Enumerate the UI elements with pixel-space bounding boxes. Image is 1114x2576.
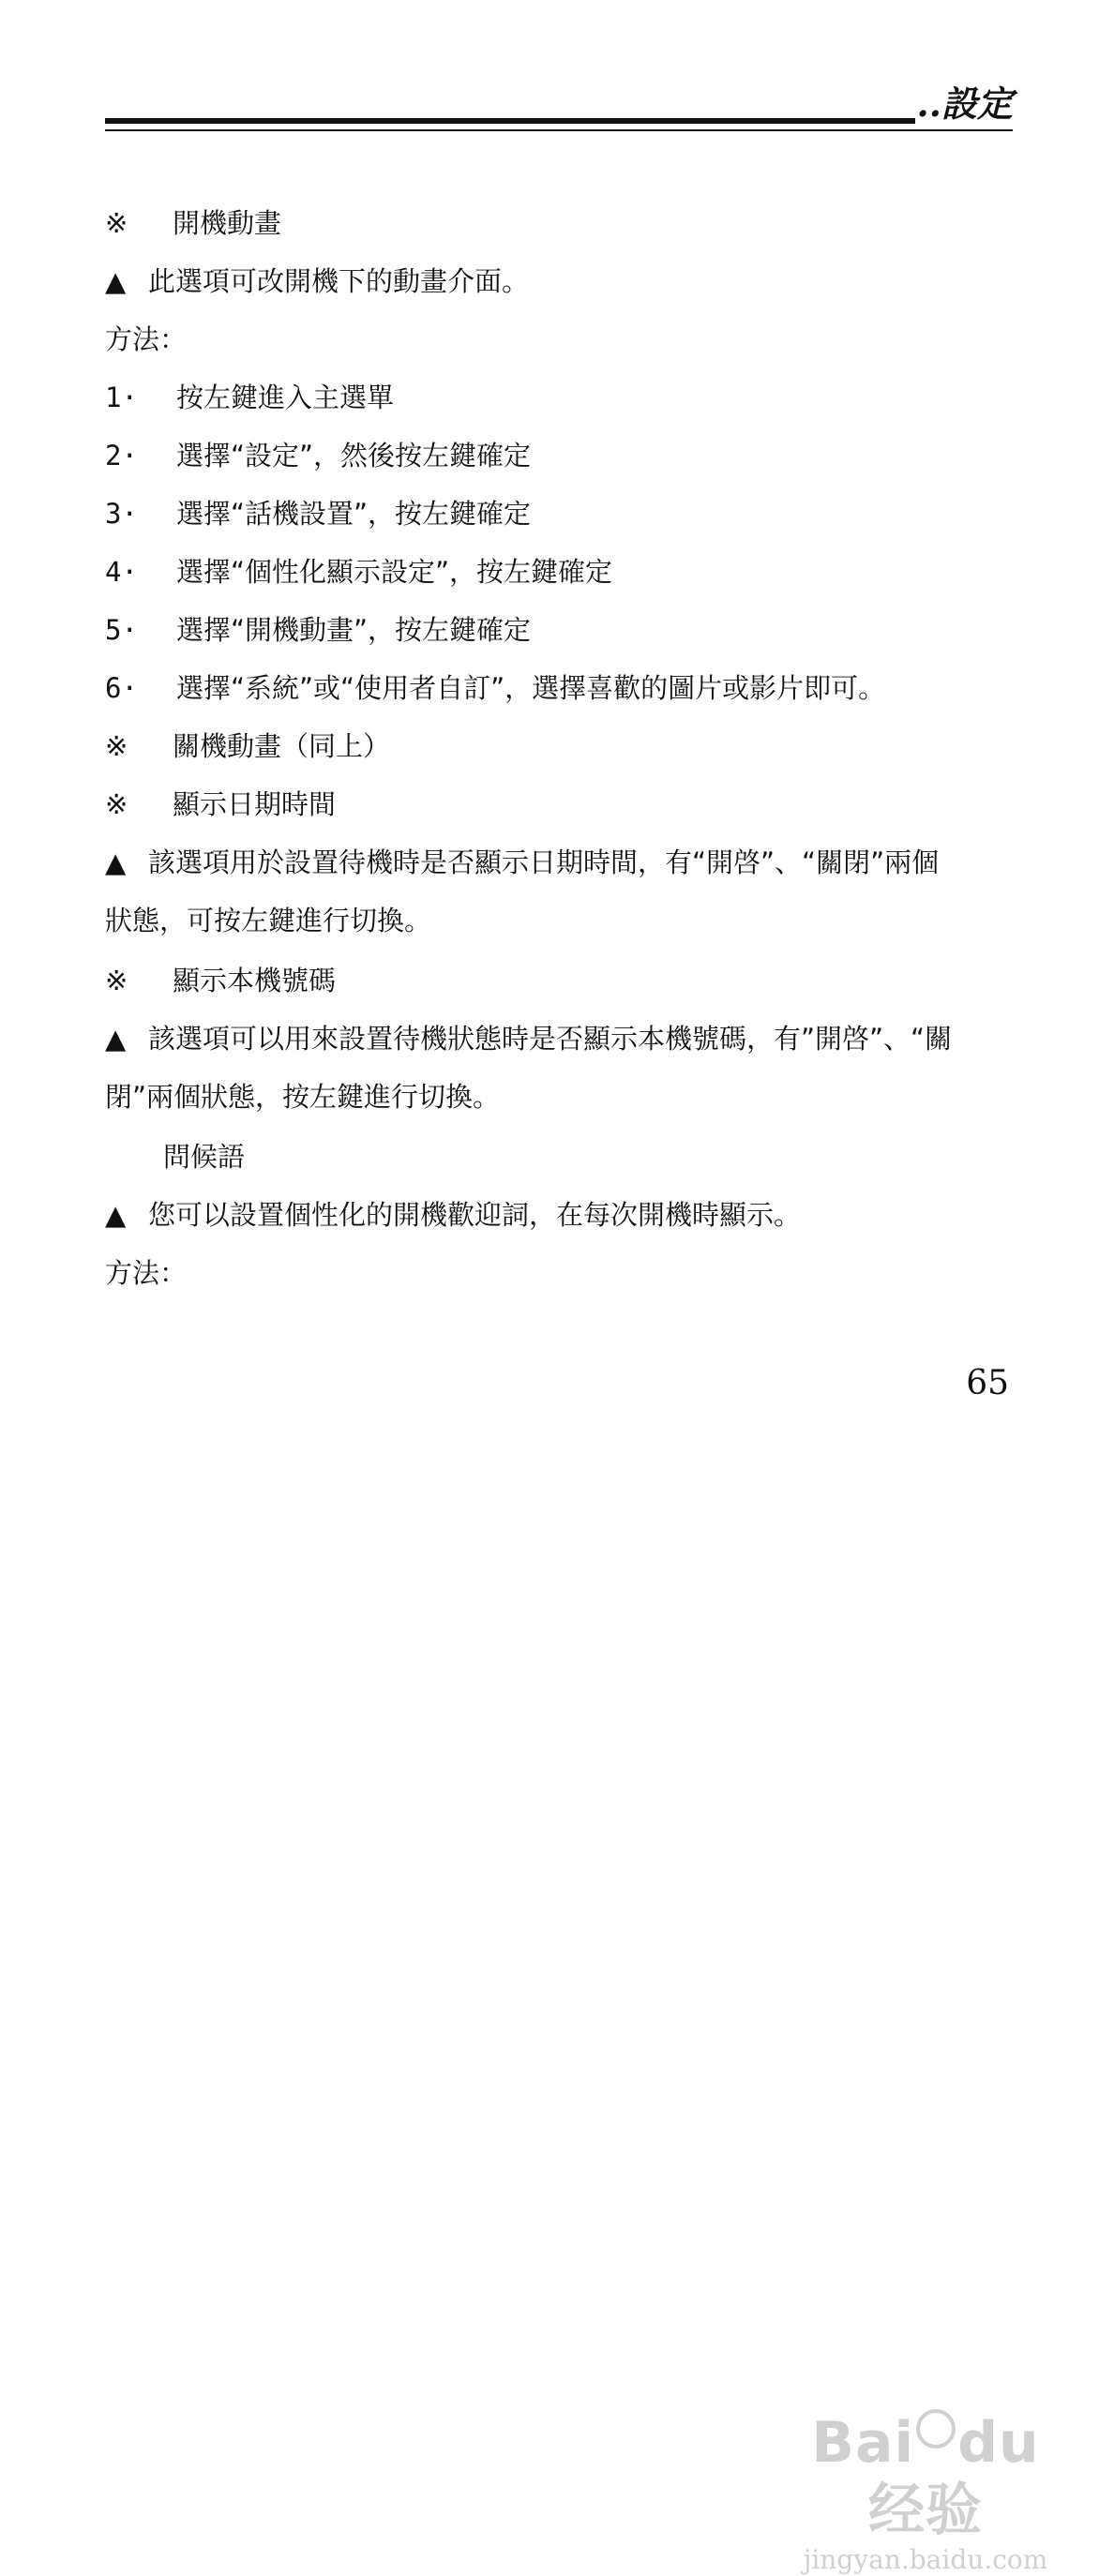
triangle-icon: ▲ <box>105 846 127 878</box>
triangle-icon: ▲ <box>105 265 127 297</box>
reference-mark-icon: ※ <box>105 965 128 996</box>
step-item <box>105 495 531 532</box>
baidu-watermark <box>790 2409 1061 2576</box>
datetime-desc-line2: 狀態，可按左鍵進行切換。 <box>105 905 432 936</box>
reference-mark-icon: ※ <box>105 207 128 239</box>
method-label: 方法： <box>105 323 188 355</box>
reference-mark-icon: ※ <box>105 730 128 762</box>
triangle-icon: ▲ <box>105 1023 127 1055</box>
number-desc-line1 <box>105 1020 952 1057</box>
step-text: 選擇“話機設置”，按左鍵確定 <box>176 498 532 530</box>
heading-text: 關機動畫（同上） <box>173 730 391 762</box>
step-text: 按左鍵進入主選單 <box>176 382 395 413</box>
section-title: ..設定 <box>916 82 1013 125</box>
heading-text: 顯示本機號碼 <box>173 965 337 996</box>
desc-text: 此選項可改開機下的動畫介面。 <box>148 265 530 297</box>
desc-text: 該選項可以用來設置待機狀態時是否顯示本機號碼，有”開啓”、“關 <box>148 1023 953 1055</box>
heading-text: 開機動畫 <box>173 207 282 239</box>
step-number: 5· <box>105 614 138 646</box>
logo-right-text: du 经验 <box>868 2410 1040 2543</box>
step-number: 2· <box>105 440 138 472</box>
reference-mark-icon: ※ <box>105 788 128 820</box>
paw-icon <box>916 2409 956 2449</box>
heading-text: 顯示日期時間 <box>173 788 337 820</box>
step-item <box>105 379 394 416</box>
step-text: 選擇“開機動畫”，按左鍵確定 <box>176 614 532 646</box>
shutdown-animation-heading <box>105 727 390 765</box>
boot-animation-heading <box>105 204 281 242</box>
logo-left-text: Bai <box>811 2410 915 2476</box>
step-number: 4· <box>105 556 138 588</box>
triangle-icon: ▲ <box>105 1199 127 1231</box>
method-label: 方法： <box>105 1257 188 1289</box>
greeting-heading: 問候語 <box>163 1141 246 1173</box>
greeting-desc <box>105 1196 801 1234</box>
step-text: 選擇“系統”或“使用者自訂”，選擇喜歡的圖片或影片即可。 <box>176 672 886 704</box>
boot-animation-desc <box>105 262 529 300</box>
baidu-logo <box>790 2409 1061 2544</box>
datetime-heading <box>105 786 336 823</box>
step-number: 1· <box>105 382 138 413</box>
datetime-desc-line1 <box>105 844 939 881</box>
step-item <box>105 669 885 707</box>
step-item <box>105 437 531 474</box>
step-number: 6· <box>105 672 138 704</box>
header-rule-thick <box>105 118 915 124</box>
desc-text: 您可以設置個性化的開機歡迎詞，在每次開機時顯示。 <box>148 1199 802 1231</box>
page-number: 65 <box>966 1364 1009 1402</box>
number-heading <box>105 962 336 999</box>
step-text: 選擇“設定”，然後按左鍵確定 <box>176 440 532 472</box>
number-desc-line2: 閉”兩個狀態，按左鍵進行切換。 <box>105 1081 501 1113</box>
watermark-url: jingyan.baidu.com <box>803 2544 1048 2575</box>
step-item <box>105 553 612 591</box>
desc-text: 該選項用於設置待機時是否顯示日期時間，有“開啓”、“關閉”兩個 <box>148 846 940 878</box>
header-rule-thin <box>105 129 1013 131</box>
step-text: 選擇“個性化顯示設定”，按左鍵確定 <box>176 556 613 588</box>
step-number: 3· <box>105 498 138 530</box>
step-item <box>105 611 531 649</box>
